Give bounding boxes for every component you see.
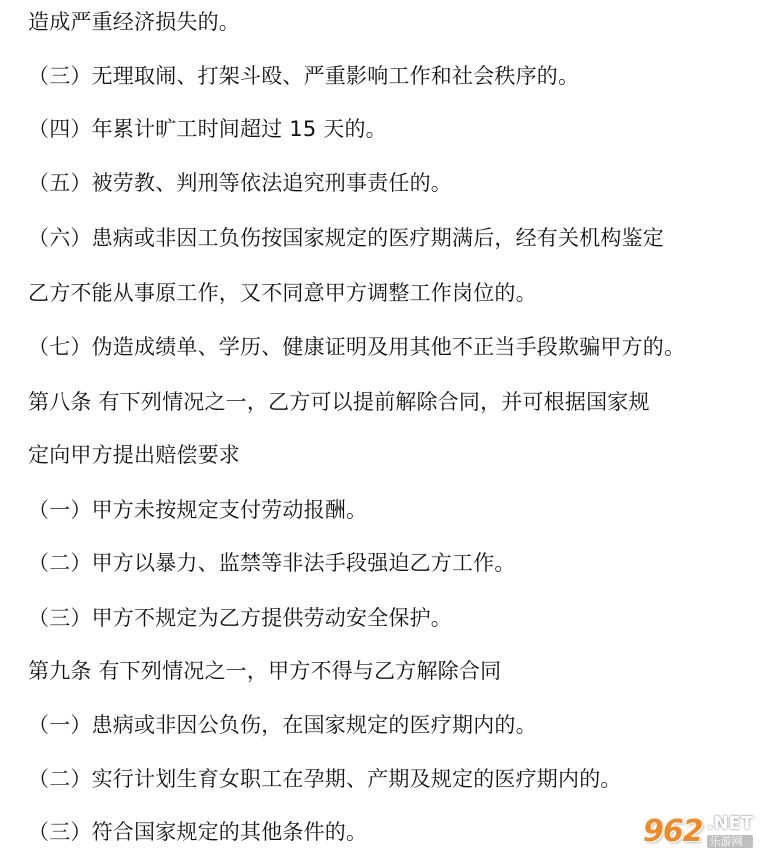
watermark-site-name: 乐游网 [707, 835, 753, 848]
text-line: （一）患病或非因公负伤，在国家规定的医疗期内的。 [28, 713, 537, 737]
text-line: （五）被劳教、判刑等依法追究刑事责任的。 [28, 171, 452, 195]
section-heading: 第九条 有下列情况之一，甲方不得与乙方解除合同 [28, 659, 502, 683]
text-line: （二）甲方以暴力、监禁等非法手段强迫乙方工作。 [28, 551, 516, 575]
text-line: （四）年累计旷工时间超过 15 天的。 [28, 117, 387, 141]
watermark-suffix: .NET [706, 812, 754, 834]
section-heading: 第八条 有下列情况之一，乙方可以提前解除合同，并可根据国家规 [28, 390, 650, 414]
text-line: （七）伪造成绩单、学历、健康证明及用其他不正当手段欺骗甲方的。 [28, 335, 686, 359]
text-line: （三）符合国家规定的其他条件的。 [28, 820, 368, 844]
text-line: （二）实行计划生育女职工在孕期、产期及规定的医疗期内的。 [28, 767, 622, 791]
text-line: 造成严重经济损失的。 [28, 10, 240, 34]
watermark-number: 962 [643, 813, 703, 849]
text-line: （三）无理取闹、打架斗殴、严重影响工作和社会秩序的。 [28, 64, 580, 88]
watermark-side [706, 812, 754, 848]
text-line: 乙方不能从事原工作，又不同意甲方调整工作岗位的。 [28, 281, 537, 305]
text-line: （三）甲方不规定为乙方提供劳动安全保护。 [28, 606, 452, 630]
text-line: （一）甲方未按规定支付劳动报酬。 [28, 498, 368, 522]
site-watermark-logo [643, 809, 775, 853]
text-line: （六）患病或非因工负伤按国家规定的医疗期满后，经有关机构鉴定 [28, 226, 664, 250]
text-line: 定向甲方提出赔偿要求 [28, 443, 240, 467]
